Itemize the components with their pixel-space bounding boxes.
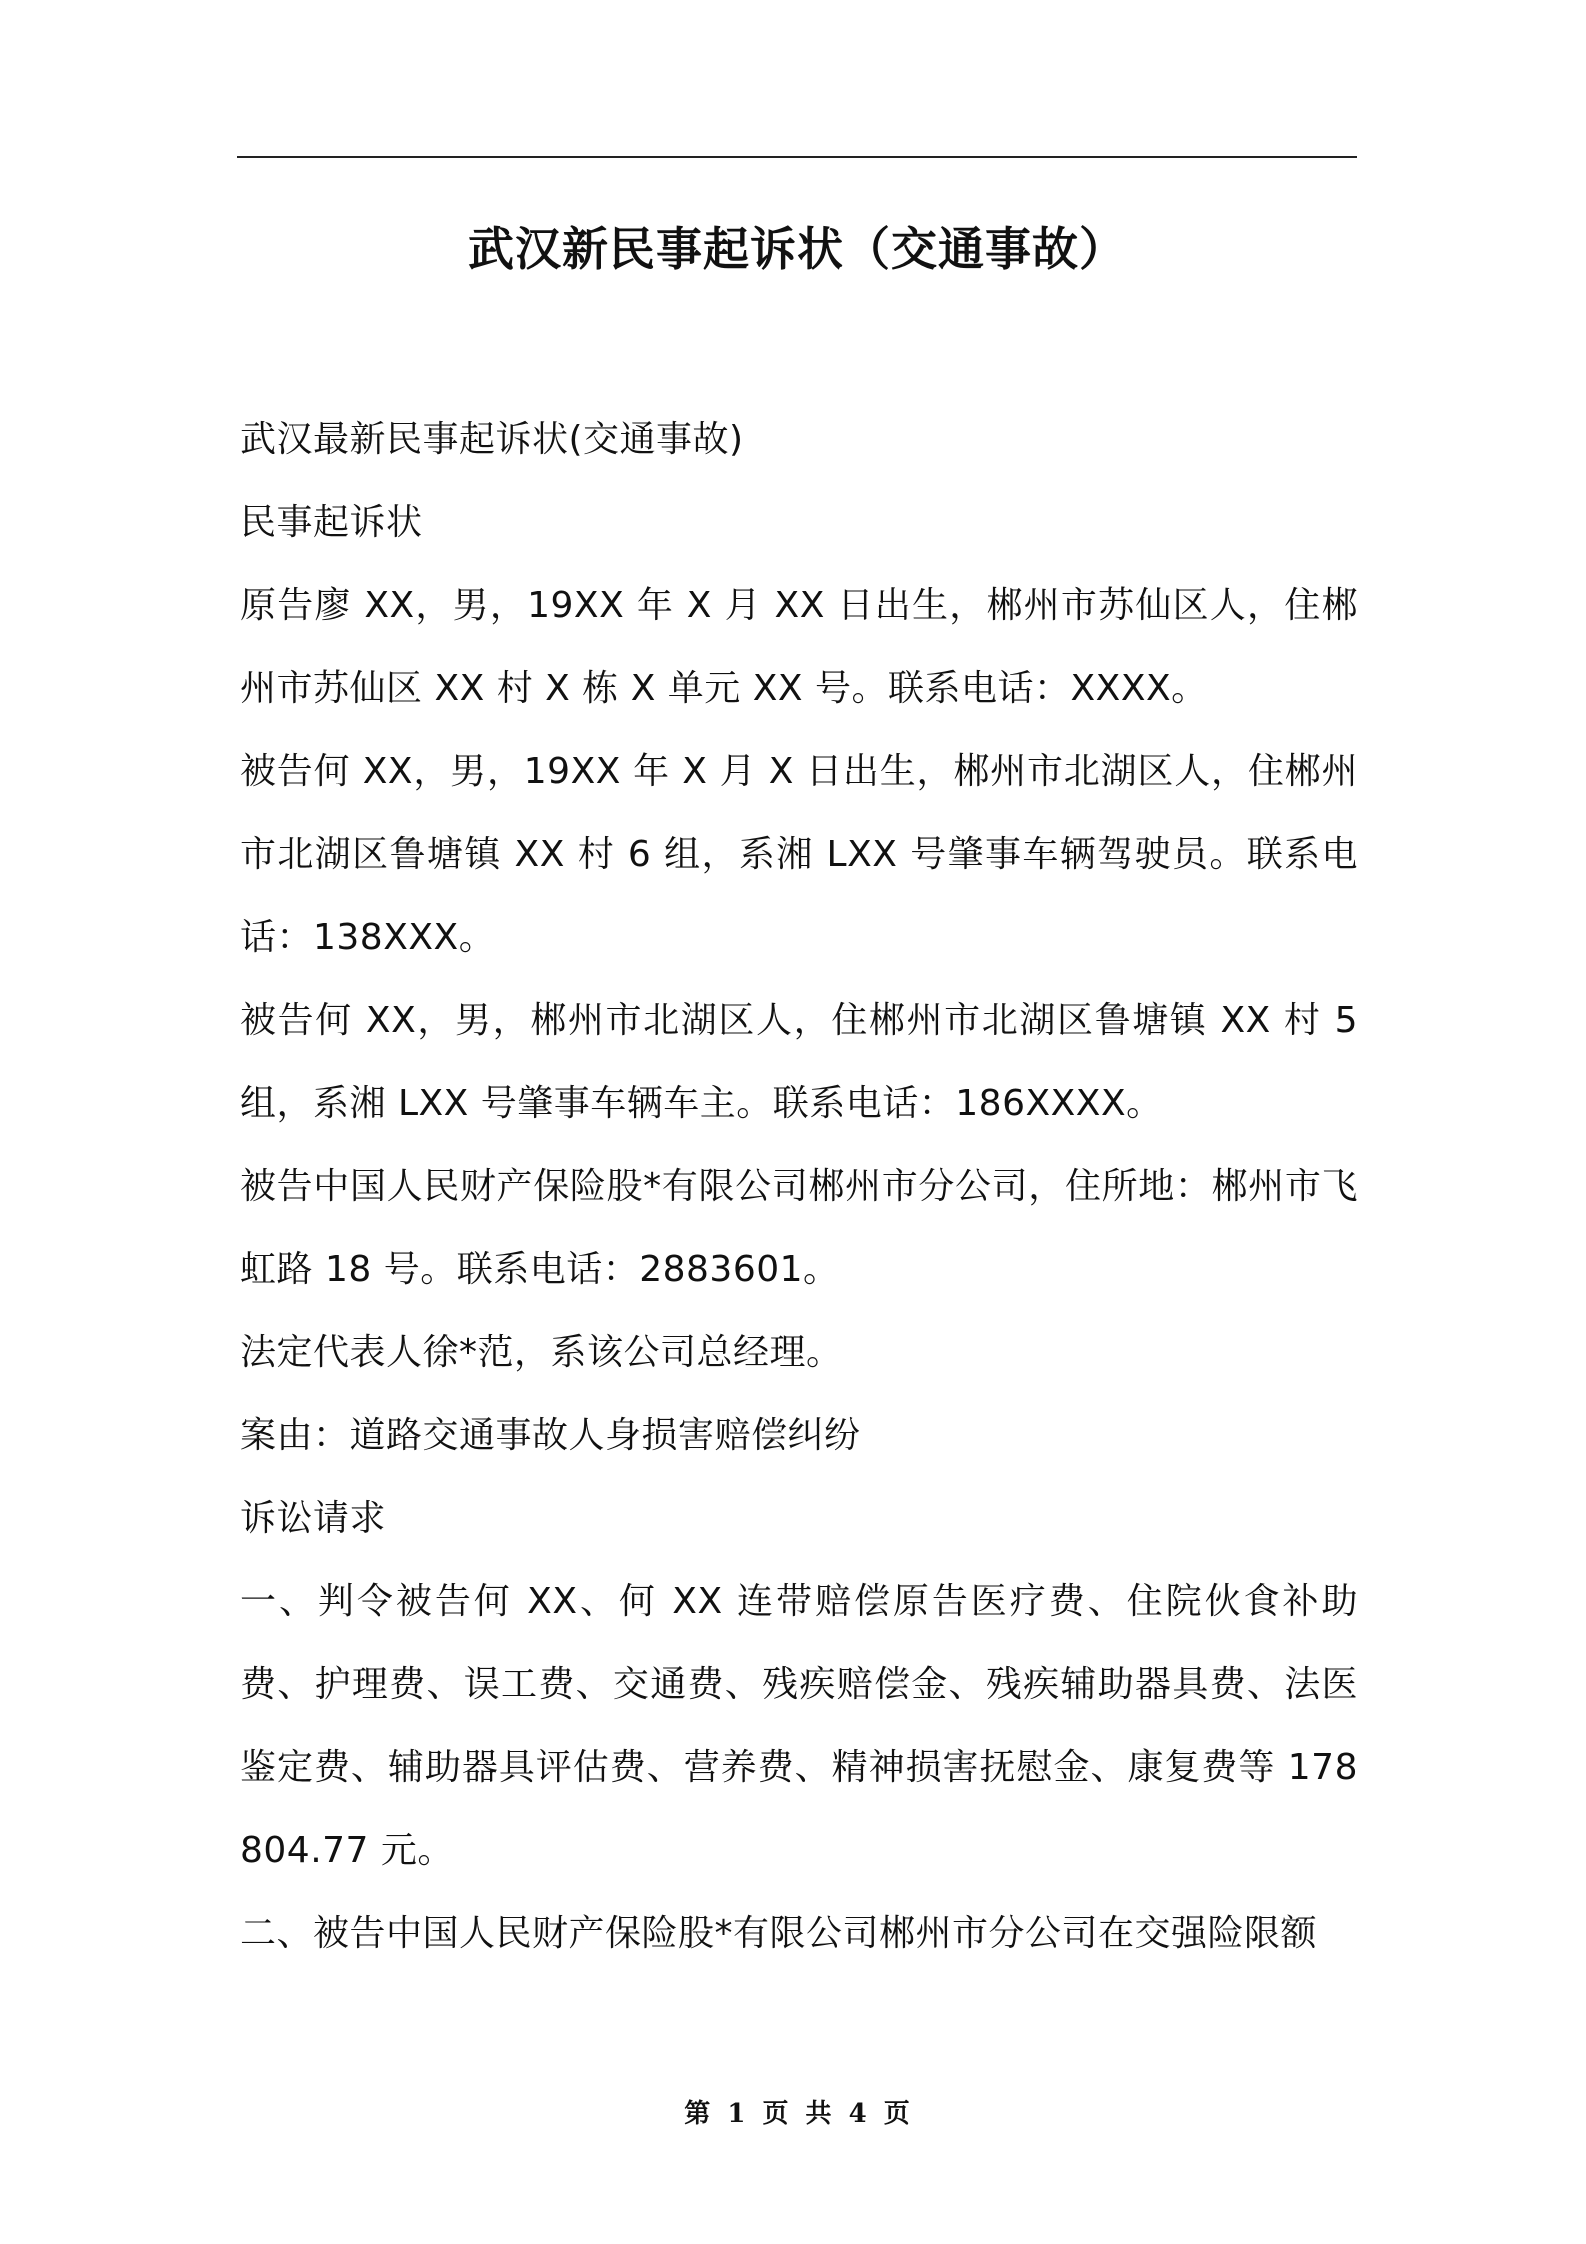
claim-one-paragraph: 一、判令被告何 XX、何 XX 连带赔偿原告医疗费、住院伙食补助费、护理费、误工费、交通费、残疾赔偿金、残疾辅助器具费、法医鉴定费、辅助器具评估费、营养费、精神损害抚慰金、康复费等 178804.77 元。 xyxy=(240,1581,1358,1871)
plaintiff-paragraph: 原告廖 XX，男，19XX 年 X 月 XX 日出生，郴州市苏仙区人，住郴州市苏仙区 XX 村 X 栋 X 单元 XX 号。联系电话：XXXX。 xyxy=(240,585,1358,709)
defendant-driver-paragraph: 被告何 XX，男，19XX 年 X 月 X 日出生，郴州市北湖区人，住郴州市北湖区鲁塘镇 XX 村 6 组，系湘 LXX 号肇事车辆驾驶员。联系电话：138XXX。 xyxy=(240,751,1358,958)
subtitle-paragraph: 武汉最新民事起诉状(交通事故) xyxy=(240,419,744,460)
document-title: 武汉新民事起诉状（交通事故） xyxy=(468,222,1126,276)
defendant-insurer-paragraph: 被告中国人民财产保险股*有限公司郴州市分公司，住所地：郴州市飞虹路 18 号。联系电话：2883601。 xyxy=(240,1166,1358,1290)
header-rule xyxy=(237,156,1357,158)
claims-heading: 诉讼请求 xyxy=(240,1498,387,1539)
legal-representative-paragraph: 法定代表人徐*范，系该公司总经理。 xyxy=(240,1332,843,1373)
section-heading: 民事起诉状 xyxy=(240,502,423,543)
defendant-owner-paragraph: 被告何 XX，男，郴州市北湖区人，住郴州市北湖区鲁塘镇 XX 村 5 组，系湘 LXX 号肇事车辆车主。联系电话：186XXXX。 xyxy=(240,1000,1358,1124)
case-cause-paragraph: 案由：道路交通事故人身损害赔偿纠纷 xyxy=(240,1415,861,1456)
claim-two-paragraph: 二、被告中国人民财产保险股*有限公司郴州市分公司在交强险限额 xyxy=(240,1913,1318,1954)
page-number: 第 1 页 共 4 页 xyxy=(684,2099,910,2129)
document-body xyxy=(240,398,1358,1975)
